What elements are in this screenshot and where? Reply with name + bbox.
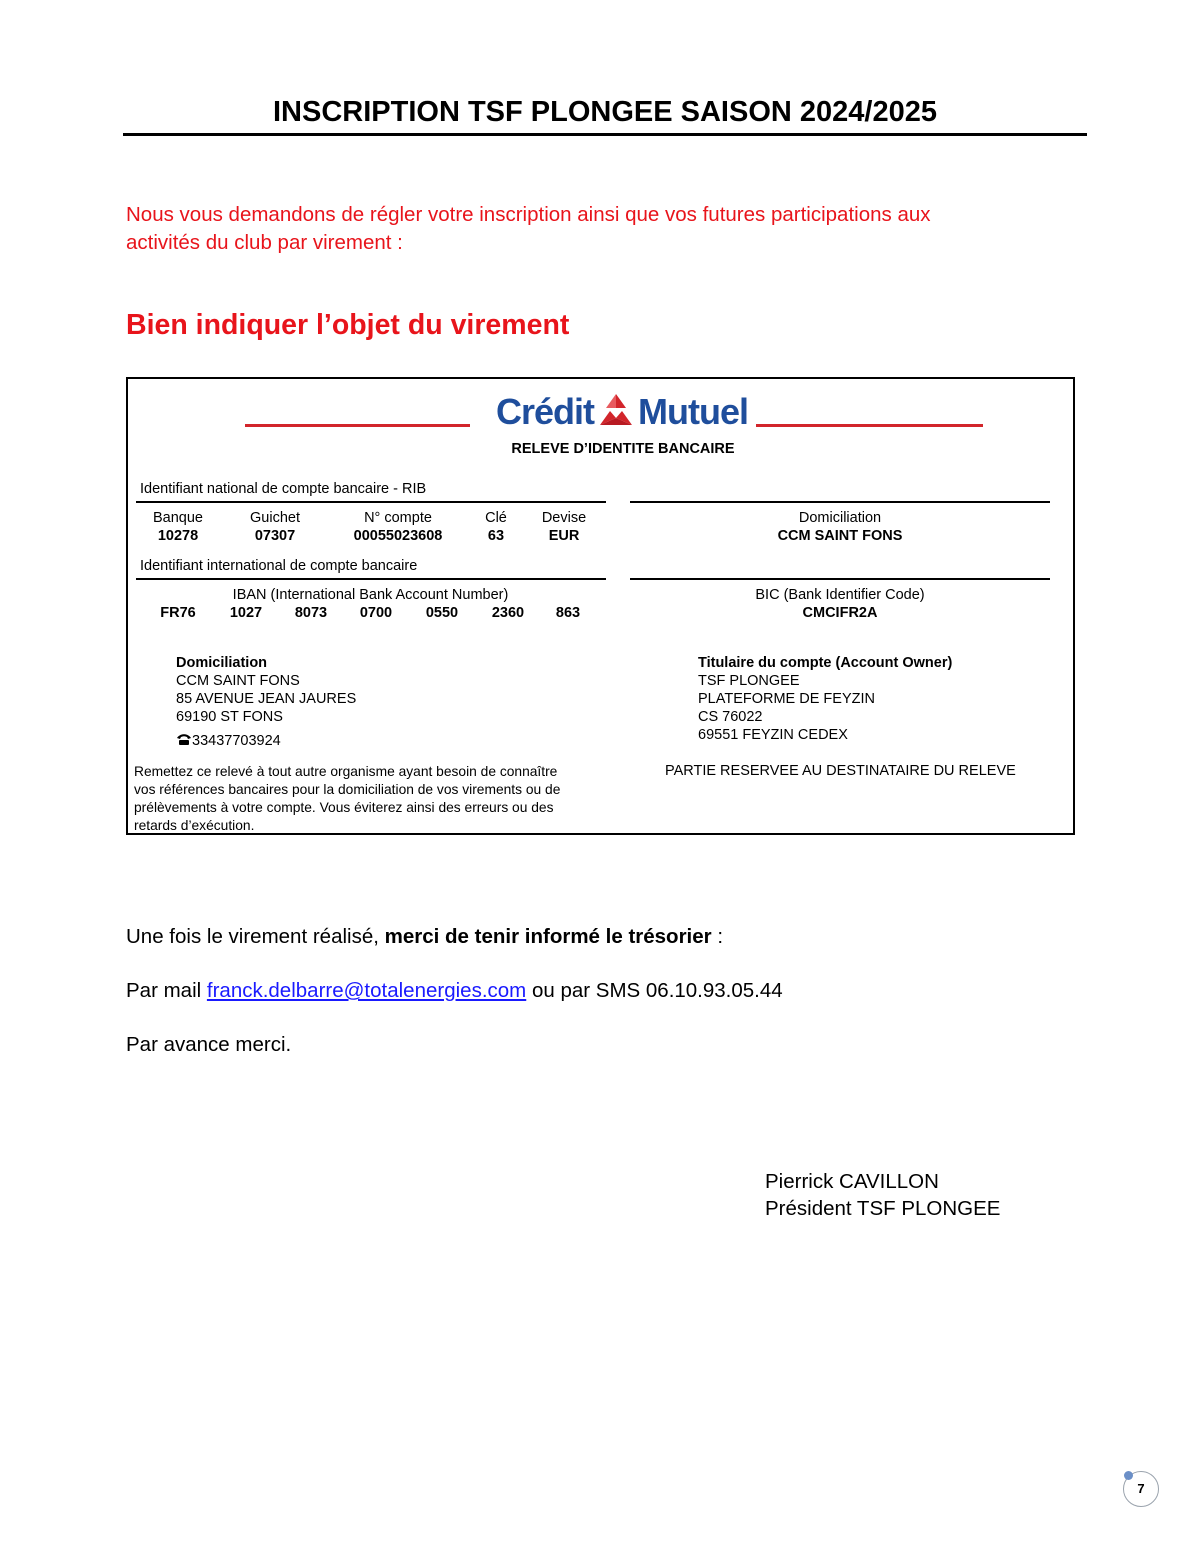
- title-underline: [123, 133, 1087, 136]
- logo-emblem-icon: [596, 392, 636, 428]
- owner-address: [698, 654, 952, 744]
- page-number: 7: [1123, 1471, 1159, 1507]
- contact-suffix: ou par SMS 06.10.93.05.44: [526, 979, 783, 1002]
- intro-paragraph: [126, 201, 1106, 257]
- document-title: INSCRIPTION TSF PLONGEE SAISON 2024/2025: [273, 96, 937, 128]
- account-number-value: 00055023608: [353, 528, 443, 544]
- owner-line-4: 69551 FEYZIN CEDEX: [698, 727, 848, 743]
- rib-rule-left-1: [136, 501, 606, 503]
- iban-part-1: FR76: [160, 605, 196, 621]
- branch-line-1: CCM SAINT FONS: [176, 673, 300, 689]
- intro-line-1: Nous vous demandons de régler votre inscription ainsi que vos futures participations aux: [126, 203, 931, 226]
- bank-code-label: Banque: [153, 510, 203, 526]
- treasurer-email-link[interactable]: franck.delbarre@totalenergies.com: [206, 979, 527, 1002]
- contact-prefix: Par mail: [126, 979, 207, 1002]
- subheading: Bien indiquer l’objet du virement: [126, 309, 570, 341]
- reserved-section-label: PARTIE RESERVEE AU DESTINATAIRE DU RELEVE: [665, 763, 1016, 779]
- signature-block: [765, 1168, 1000, 1222]
- rib-rule-right-2: [630, 578, 1050, 580]
- owner-line-1: TSF PLONGEE: [698, 673, 800, 689]
- intro-line-2: activités du club par virement :: [126, 231, 403, 254]
- branch-address: [176, 654, 356, 750]
- iban-part-4: 0700: [359, 605, 393, 621]
- bic-label: BIC (Bank Identifier Code): [755, 587, 925, 603]
- branch-line-3: 69190 ST FONS: [176, 709, 283, 725]
- account-number-label: N° compte: [364, 510, 432, 526]
- credit-mutuel-logo: [472, 391, 772, 433]
- owner-line-2: PLATEFORME DE FEYZIN: [698, 691, 875, 707]
- iban-part-7: 863: [555, 605, 581, 621]
- international-id-label: Identifiant international de compte bancaire: [140, 558, 418, 574]
- key-label: Clé: [485, 510, 507, 526]
- national-id-label: Identifiant national de compte bancaire - RIB: [140, 481, 427, 497]
- branch-code-value: 07307: [254, 528, 296, 544]
- contact-line: [126, 979, 783, 1003]
- currency-label: Devise: [541, 510, 587, 526]
- currency-value: EUR: [548, 528, 580, 544]
- notice-line-3: prélèvements à votre compte. Vous éviterez ainsi des erreurs ou des: [134, 800, 554, 815]
- logo-right-rule: [756, 424, 983, 427]
- iban-part-2: 1027: [229, 605, 263, 621]
- bank-code-value: 10278: [157, 528, 199, 544]
- iban-part-5: 0550: [425, 605, 459, 621]
- owner-line-3: CS 76022: [698, 709, 763, 725]
- rib-rule-left-2: [136, 578, 606, 580]
- signature-name: Pierrick CAVILLON: [765, 1170, 939, 1193]
- telephone-icon: [176, 733, 192, 746]
- notice-line-1: Remettez ce relevé à tout autre organisme ayant besoin de connaître: [134, 764, 558, 779]
- branch-code-label: Guichet: [250, 510, 300, 526]
- page-marker-dot: [1124, 1471, 1133, 1480]
- inform-treasurer-line: [126, 925, 723, 949]
- iban-label: IBAN (International Bank Account Number): [232, 587, 509, 603]
- rib-notice: [134, 763, 560, 835]
- branch-heading: Domiciliation: [176, 655, 268, 671]
- domiciliation-value: CCM SAINT FONS: [777, 528, 903, 544]
- notice-line-2: vos références bancaires pour la domiciliation de vos virements ou de: [134, 782, 561, 797]
- domiciliation-label: Domiciliation: [798, 510, 882, 526]
- logo-text-right: Mutuel: [638, 391, 748, 432]
- inform-prefix: Une fois le virement réalisé,: [126, 925, 385, 948]
- rib-title: RELEVE D’IDENTITE BANCAIRE: [511, 441, 735, 457]
- rib-rule-right-1: [630, 501, 1050, 503]
- bic-value: CMCIFR2A: [802, 605, 878, 621]
- logo-left-rule: [245, 424, 470, 427]
- logo-text-left: Crédit: [496, 391, 595, 432]
- signature-role: Président TSF PLONGEE: [765, 1197, 1001, 1220]
- thanks-line: Par avance merci.: [126, 1033, 292, 1056]
- rib-box: [126, 377, 1075, 835]
- iban-part-6: 2360: [491, 605, 525, 621]
- inform-bold: merci de tenir informé le trésorier: [384, 925, 712, 948]
- key-value: 63: [487, 528, 505, 544]
- notice-line-4: retards d’exécution.: [134, 818, 255, 833]
- branch-phone-row: [176, 732, 356, 750]
- branch-line-2: 85 AVENUE JEAN JAURES: [176, 691, 357, 707]
- iban-part-3: 8073: [294, 605, 328, 621]
- owner-heading: Titulaire du compte (Account Owner): [698, 655, 953, 671]
- inform-suffix: :: [711, 925, 724, 948]
- branch-phone: 33437703924: [192, 733, 281, 749]
